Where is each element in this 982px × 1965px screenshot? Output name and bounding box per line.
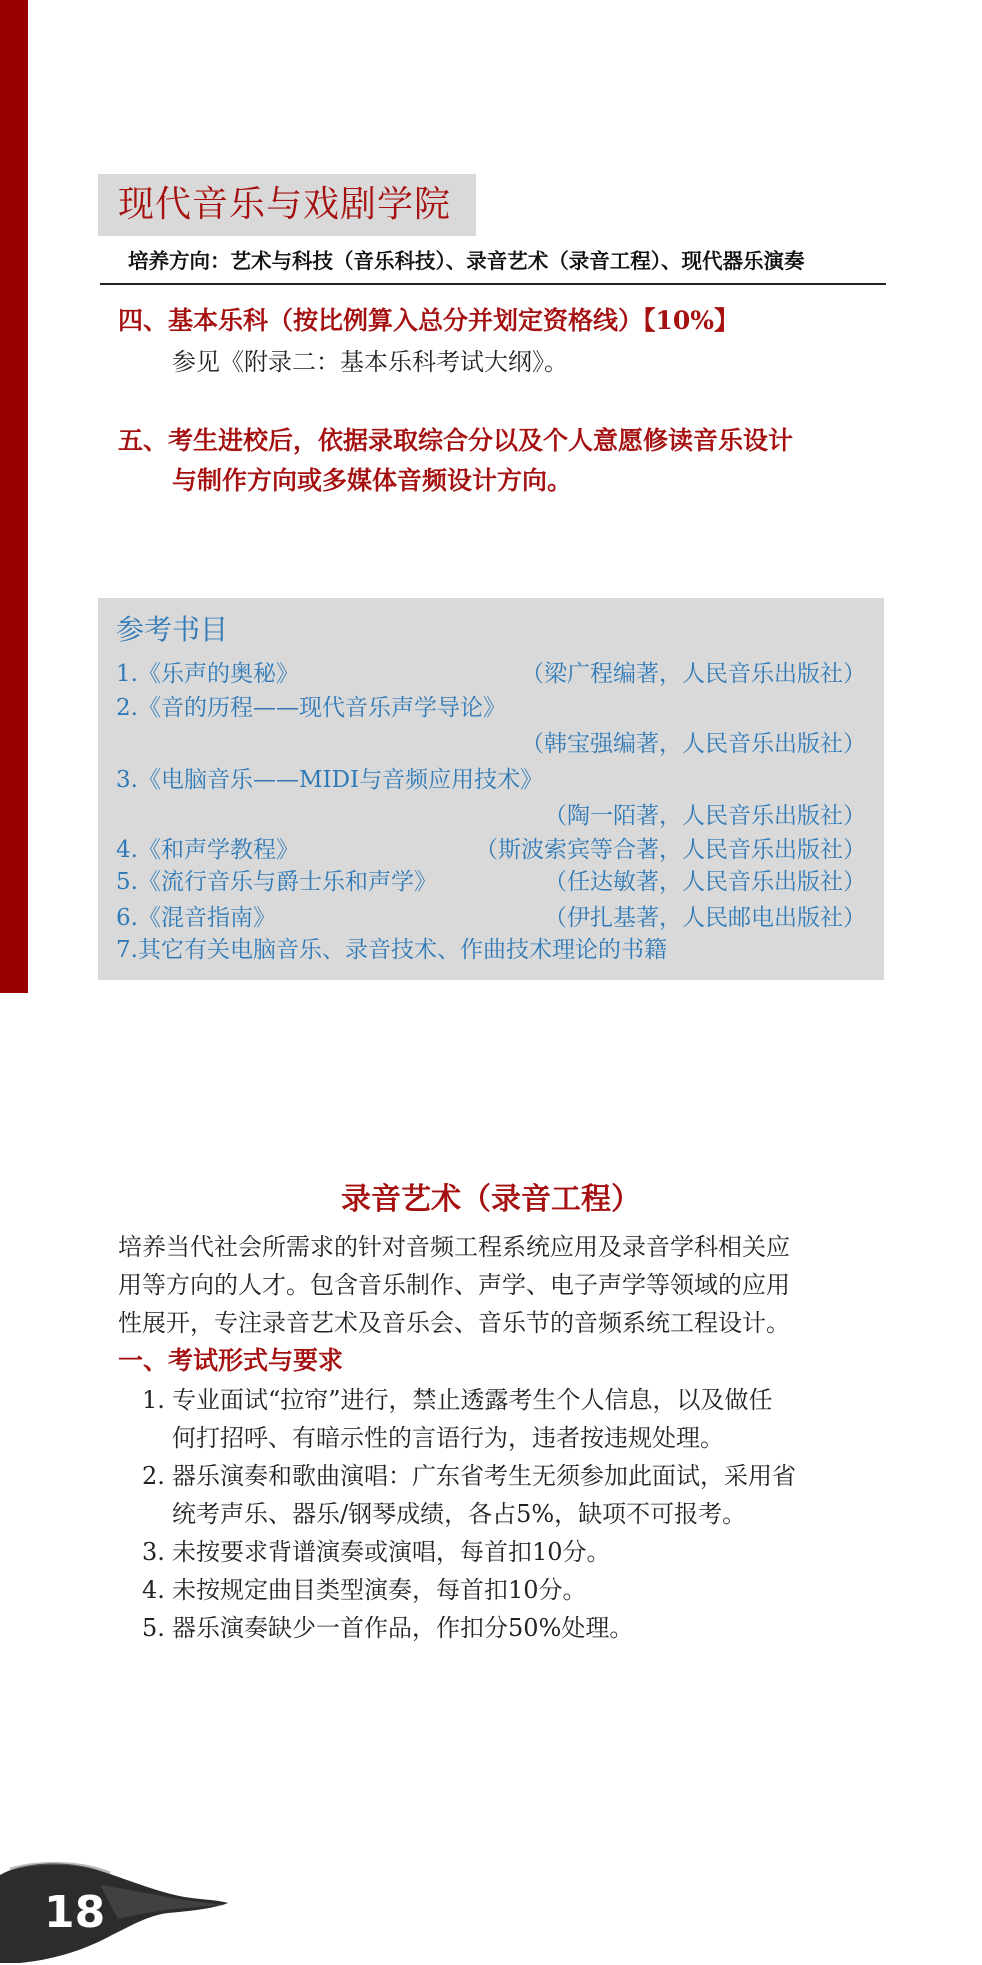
- list-item-text: 何打招呼、有暗示性的言语行为，违者按违规处理。: [172, 1424, 724, 1452]
- left-accent-bar: [0, 0, 28, 993]
- references-title: 参考书目: [116, 613, 229, 646]
- list-item: [142, 1457, 882, 1533]
- recording-title: 录音艺术（录音工程）: [341, 1182, 641, 1217]
- section4-title: 四、基本乐科（按比例算入总分并划定资格线）【10%】: [118, 306, 740, 335]
- list-item-text: 统考声乐、器乐/钢琴成绩，各占5%，缺项不可报考。: [172, 1500, 747, 1528]
- reference-book-5: 5.《流行音乐与爵士乐和声学》: [116, 869, 437, 895]
- list-item: [142, 1609, 882, 1647]
- reference-source-3: （陶一陌著，人民音乐出版社）: [544, 803, 866, 829]
- reference-book-7: 7.其它有关电脑音乐、录音技术、作曲技术理论的书籍: [116, 937, 667, 963]
- reference-source-2: （韩宝强编著，人民音乐出版社）: [521, 731, 866, 757]
- reference-book-2: 2.《音的历程——现代音乐声学导论》: [116, 695, 506, 721]
- reference-book-4: 4.《和声学教程》: [116, 837, 299, 863]
- list-item-number: 2.: [142, 1462, 165, 1490]
- list-item: [142, 1571, 882, 1609]
- reference-book-1: 1.《乐声的奥秘》: [116, 661, 299, 687]
- ink-brush-stroke: [0, 1855, 230, 1965]
- reference-book-3: 3.《电脑音乐——MIDI与音频应用技术》: [116, 767, 544, 793]
- recording-intro-line: 用等方向的人才。包含音乐制作、声学、电子声学等领域的应用: [118, 1271, 790, 1299]
- list-item-text: 器乐演奏缺少一首作品，作扣分50%处理。: [172, 1614, 634, 1642]
- list-item-number: 3.: [142, 1538, 165, 1566]
- section5: [118, 421, 793, 501]
- page-number: 18: [44, 1887, 106, 1938]
- training-direction: 培养方向：艺术与科技（音乐科技）、录音艺术（录音工程）、现代器乐演奏: [128, 249, 805, 273]
- recording-intro-line: 性展开，专注录音艺术及音乐会、音乐节的音频系统工程设计。: [118, 1309, 790, 1337]
- reference-source-1: （梁广程编著，人民音乐出版社）: [521, 661, 866, 687]
- section4-body: 参见《附录二：基本乐科考试大纲》。: [172, 348, 568, 376]
- list-item-text: 器乐演奏和歌曲演唱：广东省考生无须参加此面试，采用省: [172, 1462, 796, 1490]
- section5-line1: 五、考生进校后，依据录取综合分以及个人意愿修读音乐设计: [118, 426, 794, 455]
- recording-intro-line: 培养当代社会所需求的针对音频工程系统应用及录音学科相关应: [118, 1233, 790, 1261]
- section5-line2: 与制作方向或多媒体音频设计方向。: [172, 466, 573, 495]
- college-title: 现代音乐与戏剧学院: [118, 184, 452, 225]
- exam-requirements-list: [142, 1381, 882, 1647]
- list-item-number: 5.: [142, 1614, 165, 1642]
- reference-source-5: （任达敏著，人民音乐出版社）: [544, 869, 866, 895]
- list-item-number: 4.: [142, 1576, 165, 1604]
- reference-source-4: （斯波索宾等合著，人民音乐出版社）: [475, 837, 866, 863]
- recording-intro: [118, 1228, 878, 1342]
- list-item-text: 未按规定曲目类型演奏，每首扣10分。: [172, 1576, 587, 1604]
- list-item: [142, 1533, 882, 1571]
- header-divider: [100, 283, 886, 285]
- list-item: [142, 1381, 882, 1457]
- list-item-text: 未按要求背谱演奏或演唱，每首扣10分。: [172, 1538, 611, 1566]
- list-item-number: 1.: [142, 1386, 165, 1414]
- reference-book-6: 6.《混音指南》: [116, 905, 276, 931]
- exam-requirements-heading: 一、考试形式与要求: [118, 1346, 344, 1375]
- reference-source-6: （伊扎基著，人民邮电出版社）: [544, 905, 866, 931]
- list-item-text: 专业面试“拉帘”进行，禁止透露考生个人信息，以及做任: [172, 1386, 773, 1414]
